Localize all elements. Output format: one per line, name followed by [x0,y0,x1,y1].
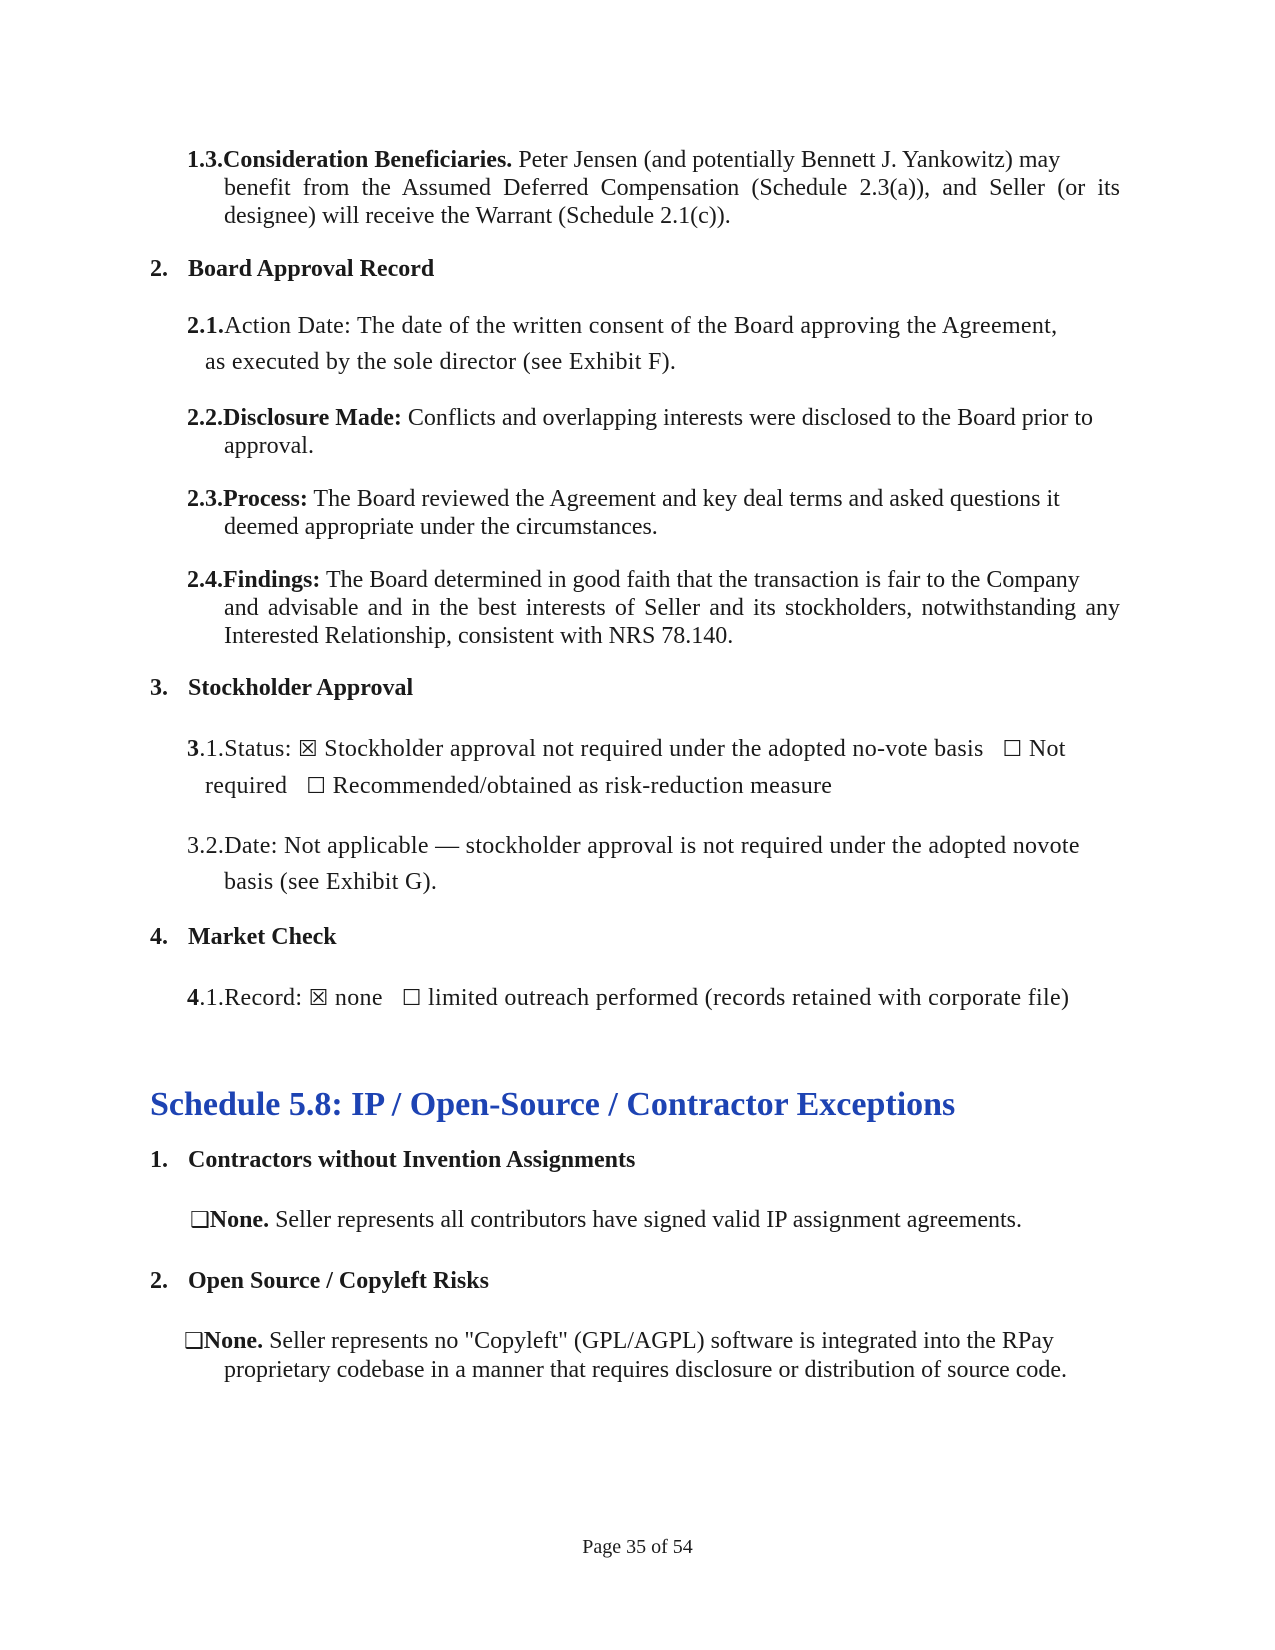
section-text-continued: benefit from the Assumed Deferred Compensation (Schedule 2.3(a)), and Seller (or its designee) will receive the Warrant (Schedule 2.1(c)). [224,175,1120,229]
section-number-rest: .1.Record: [199,985,309,1011]
heading-number: 2. [150,1268,168,1294]
section-text: Peter Jensen (and potentially Bennett J. Yankowitz) may [512,147,1061,173]
schedule-title: Schedule 5.8: IP / Open-Source / Contractor Exceptions [150,1086,956,1123]
section-text: The Board determined in good faith that the transaction is fair to the Company [320,567,1080,593]
section-text-continued: basis (see Exhibit G). [224,869,438,895]
section-label: Findings: [223,567,321,593]
section-text-continued: as executed by the sole director (see Exhibit F). [205,349,677,375]
section-text: Action Date: The date of the written consent of the Board approving the Agreement, [224,313,1058,339]
section-label: Process: [223,486,308,512]
heading-title: Open Source / Copyleft Risks [188,1268,489,1294]
section-text: Seller represents all contributors have signed valid IP assignment agreements. [269,1207,1022,1233]
heading-stockholder-approval [150,674,413,702]
section-text: Conflicts and overlapping interests were disclosed to the Board prior to [401,405,1094,431]
option-label: Recommended/obtained as risk-reduction measure [326,773,833,799]
heading-open-source [150,1267,489,1295]
option-label-continued: required [205,773,307,799]
section-2-2 [187,404,1120,460]
heading-title: Stockholder Approval [188,675,414,701]
option-label: Stockholder approval not required under the adopted no-vote basis [318,736,1003,762]
section-text-continued: and advisable and in the best interests of Seller and its stockholders, notwithstanding any Interested Relationship, consistent with NRS 78.140. [224,595,1120,649]
section-number: 1.3. [187,147,223,173]
section-label: Disclosure Made: [223,405,402,431]
heading-board-approval-record [150,255,434,283]
section-label: None. [209,1207,270,1233]
page-number: Page 35 of 54 [582,1536,693,1558]
section-open-source-none [184,1327,1120,1384]
section-text-continued: approval. [224,433,314,459]
heading-number: 1. [150,1147,168,1173]
heading-number: 4. [150,924,168,950]
section-number: 4 [187,985,200,1011]
heading-title: Market Check [188,924,337,950]
section-number: 2.4. [187,567,223,593]
section-text: The Board reviewed the Agreement and key deal terms and asked questions it [307,486,1060,512]
section-text: 3.2.Date: Not applicable — stockholder approval is not required under the adopted novote [187,833,1080,859]
section-number: 2.1. [187,313,225,339]
checkbox-checked-icon[interactable]: ☒ [297,737,318,762]
checkbox-checked-icon[interactable]: ☒ [308,986,329,1011]
section-number: 2.2. [187,405,223,431]
section-number: 2.3. [187,486,223,512]
section-text-continued: deemed appropriate under the circumstances. [224,514,658,540]
heading-number: 2. [150,256,168,282]
section-2-3 [187,485,1120,541]
checkbox-empty-icon[interactable]: ❑ [184,1329,204,1354]
section-text: Seller represents no "Copyleft" (GPL/AGPL) software is integrated into the RPay [263,1328,1054,1354]
section-text-continued: proprietary codebase in a manner that requires disclosure or distribution of source code. [224,1357,1068,1383]
section-number-rest: .1.Status: [199,736,298,762]
heading-market-check [150,923,337,951]
section-number: 3 [187,736,200,762]
checkbox-empty-icon[interactable]: ☐ [1002,737,1023,762]
option-label: none [328,985,402,1011]
heading-title: Contractors without Invention Assignments [188,1147,636,1173]
option-label: limited outreach performed (records retained with corporate file) [421,985,1070,1011]
section-3-1 [187,731,1120,805]
heading-number: 3. [150,675,168,701]
heading-title: Board Approval Record [188,256,435,282]
section-3-2 [187,828,1120,900]
section-label: Consideration Beneficiaries. [223,147,513,173]
checkbox-empty-icon[interactable]: ❑ [190,1208,210,1233]
section-label: None. [203,1328,264,1354]
section-contractors-none [190,1206,1123,1235]
section-2-4 [187,566,1120,650]
section-1-3 [187,146,1120,230]
section-4-1 [187,980,1120,1017]
section-2-1 [187,308,1120,380]
option-label: Not [1022,736,1066,762]
checkbox-empty-icon[interactable]: ☐ [401,986,422,1011]
heading-contractors [150,1146,635,1174]
checkbox-empty-icon[interactable]: ☐ [306,774,327,799]
